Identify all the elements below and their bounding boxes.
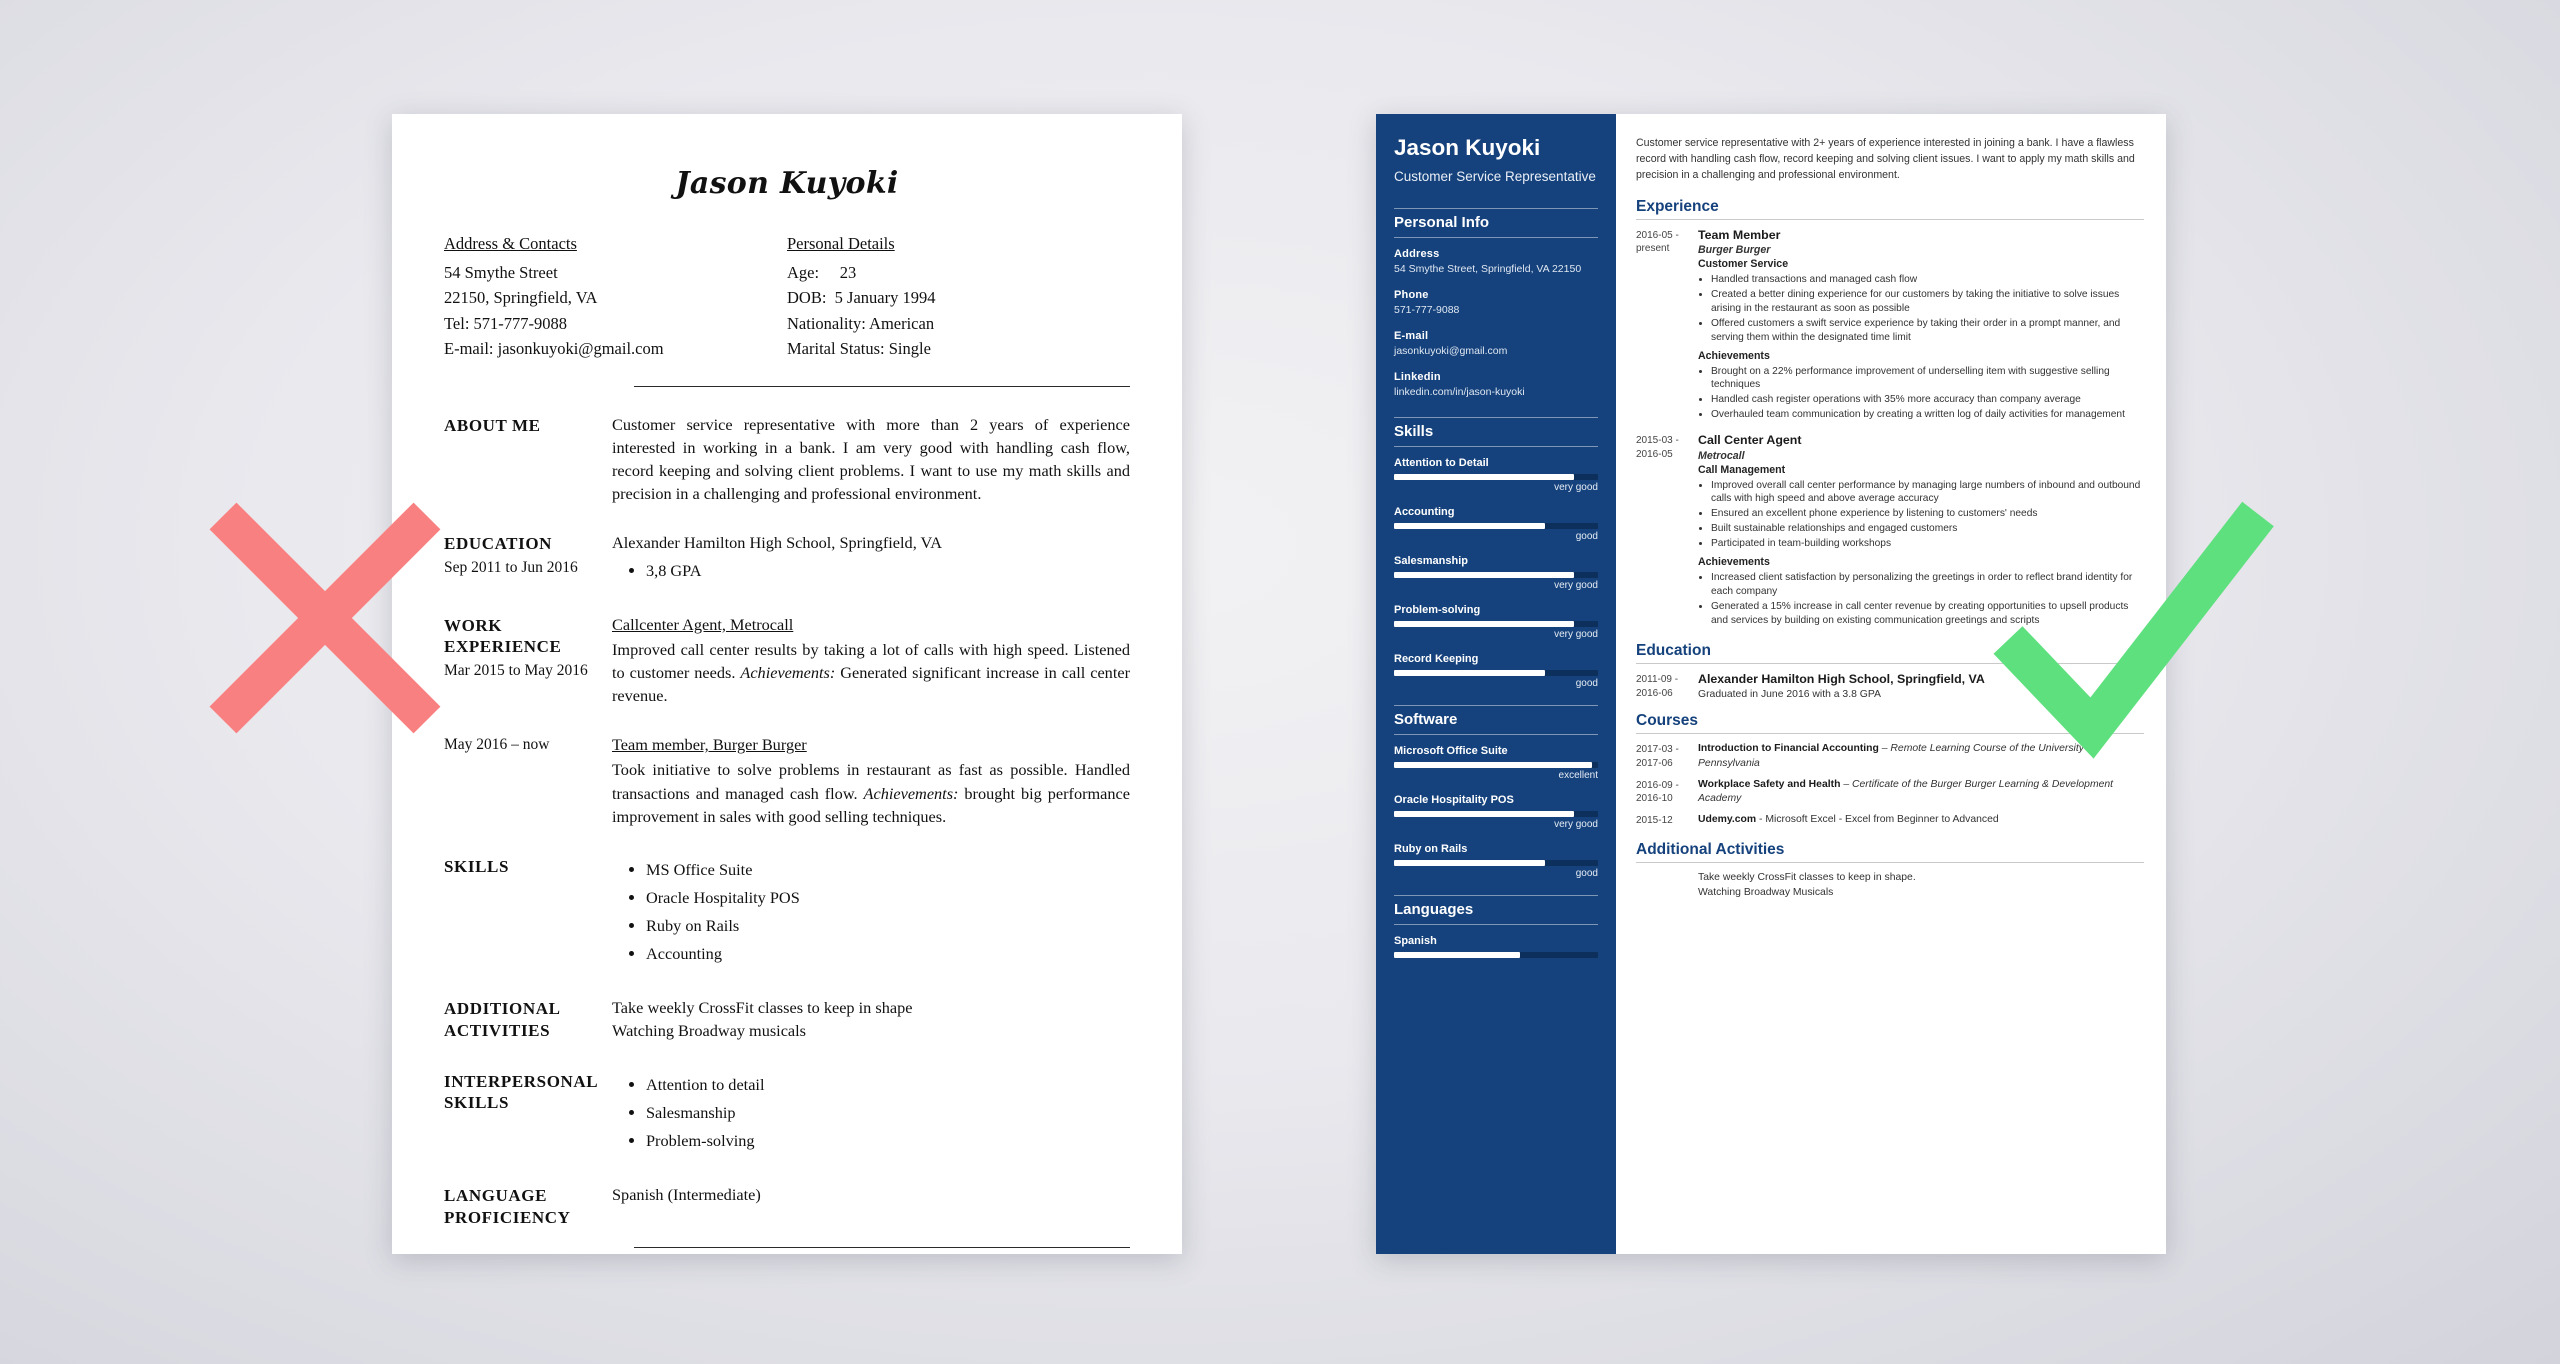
bad-personal-column — [787, 231, 1130, 362]
skill-row — [1394, 604, 1598, 640]
software-bar-fill — [1394, 762, 1592, 768]
course-title: Udemy.com — [1698, 813, 1757, 825]
bad-resume-document — [392, 114, 1182, 1254]
bad-section-body: Spanish (Intermediate) — [612, 1185, 761, 1205]
course-title: Introduction to Financial Accounting — [1698, 743, 1879, 755]
achievements-label: Achievements — [1698, 349, 1770, 362]
achievement-bullet: • Brought on a 22% performance improvement of underselling item with suggestive selling techniques — [1711, 365, 2144, 393]
skill-name: Attention to Detail — [1394, 457, 1489, 470]
software-bar-track — [1394, 811, 1598, 817]
entry-body — [1698, 228, 2144, 423]
achievement-bullet: • Handled cash register operations with 35% more accuracy than company average — [1711, 393, 2144, 407]
entry-company: Metrocall — [1698, 449, 1745, 462]
bad-education-school: Alexander Hamilton High School, Springfield, VA — [612, 533, 942, 553]
software-bar-fill — [1394, 811, 1574, 817]
course-text — [1698, 778, 2144, 807]
bad-resume-name: Jason Kuyoki — [675, 166, 899, 201]
software-bar-track — [1394, 860, 1598, 866]
bad-section-title: SKILLS — [444, 856, 510, 876]
entry-body — [1698, 778, 2144, 807]
experience-entry — [1636, 228, 2144, 423]
bad-section-language — [444, 1183, 1130, 1229]
entry-bullet: • Offered customers a swift service experience by taking their order in a prompt manner, and serving them within the designated time limit — [1711, 317, 2144, 345]
bad-job-heading: Callcenter Agent, Metrocall — [612, 614, 794, 634]
software-bar-fill — [1394, 860, 1545, 866]
course-entry — [1636, 742, 2144, 771]
entry-bullet: • Improved overall call center performance by managing large numbers of inbound and outbound calls with high speed and above average accuracy — [1711, 479, 2144, 507]
entry-body — [1698, 813, 2144, 828]
bad-personal-line: Marital Status: Single — [787, 339, 931, 359]
bad-section-title: ABOUT ME — [444, 415, 541, 435]
course-detail: – Remote Learning Course of the University of Pennsylvania — [1698, 743, 2096, 770]
skill-level: very good — [1554, 629, 1598, 641]
contact-label: Address — [1394, 247, 1440, 260]
bad-skills-list — [612, 858, 1130, 966]
skill-bar-track — [1394, 621, 1598, 627]
good-resume-main — [1616, 114, 2166, 1254]
bad-section-title: INTERPERSONAL SKILLS — [444, 1071, 598, 1113]
entry-bullet: • Handled transactions and managed cash flow — [1711, 273, 2144, 287]
section-heading-experience: Experience — [1636, 198, 2144, 220]
bad-section-work-1 — [444, 613, 1130, 708]
bad-interpersonal-item: • Salesmanship — [646, 1101, 1130, 1124]
bad-section-interpersonal — [444, 1069, 1130, 1157]
bad-education-bullets — [612, 559, 1130, 582]
bad-section-dates: May 2016 – now — [444, 736, 550, 754]
good-resume-role: Customer Service Representative — [1394, 168, 1596, 184]
entry-bullets — [1698, 273, 2144, 344]
software-level: excellent — [1558, 770, 1598, 782]
entry-dates: 2016-09 - 2016-10 — [1636, 779, 1679, 805]
bad-contact-column — [444, 231, 787, 362]
bad-section-title: LANGUAGE PROFICIENCY — [444, 1186, 571, 1227]
skill-row — [1394, 457, 1598, 493]
bad-section-title — [444, 613, 612, 708]
additional-line: Take weekly CrossFit classes to keep in shape. — [1698, 872, 1916, 884]
software-name: Microsoft Office Suite — [1394, 745, 1508, 758]
entry-body — [1698, 871, 2144, 900]
bad-skill-item: • Ruby on Rails — [646, 914, 1130, 937]
entry-body — [1698, 433, 2144, 628]
education-entry — [1636, 672, 2144, 702]
bad-interpersonal-item: • Attention to detail — [646, 1073, 1130, 1096]
contact-label: Linkedin — [1394, 371, 1441, 384]
sidebar-heading-skills: Skills — [1394, 417, 1598, 447]
bad-section-additional — [444, 996, 1130, 1042]
course-entry — [1636, 778, 2144, 807]
good-resume-sidebar — [1376, 114, 1616, 1254]
software-bar-track — [1394, 762, 1598, 768]
software-row — [1394, 843, 1598, 879]
skill-bar-fill — [1394, 523, 1545, 529]
entry-subheading: Call Management — [1698, 463, 1786, 476]
bad-section-body — [612, 854, 1130, 971]
course-entry — [1636, 813, 2144, 828]
bad-skill-item: • MS Office Suite — [646, 858, 1130, 881]
bad-section-body — [612, 733, 1130, 828]
skill-level: good — [1575, 678, 1598, 690]
entry-body — [1698, 672, 2144, 702]
entry-company: Burger Burger — [1698, 244, 1771, 257]
skill-bar-fill — [1394, 572, 1574, 578]
contact-linkedin[interactable] — [1394, 371, 1598, 399]
bad-section-body — [612, 531, 1130, 586]
bad-section-body — [612, 613, 1130, 708]
bad-job-heading: Team member, Burger Burger — [612, 735, 807, 755]
contact-label: E-mail — [1394, 329, 1429, 342]
contact-value: 54 Smythe Street, Springfield, VA 22150 — [1394, 262, 1582, 275]
bad-contact-line: E-mail: jasonkuyoki@gmail.com — [444, 339, 664, 359]
achievement-bullet: • Generated a 15% increase in call center revenue by creating opportunities to upsell products and services by building on existing communication greetings and scripts — [1711, 600, 2144, 628]
course-title: Workplace Safety and Health — [1698, 778, 1841, 790]
course-text — [1698, 742, 2144, 771]
entry-title: Alexander Hamilton High School, Springfield, VA — [1698, 672, 1985, 687]
entry-bullet: • Built sustainable relationships and engaged customers — [1711, 522, 2144, 536]
skill-bar-fill — [1394, 621, 1574, 627]
software-level: very good — [1554, 819, 1598, 831]
bad-personal-line: Age: 23 — [787, 262, 857, 282]
bad-section-title — [444, 531, 612, 586]
sidebar-heading-software: Software — [1394, 705, 1598, 735]
bad-education-bullet: • 3,8 GPA — [646, 559, 1130, 582]
section-heading-education: Education — [1636, 642, 2144, 664]
bad-section-body — [612, 996, 1130, 1042]
bad-personal-line: Nationality: American — [787, 313, 935, 333]
achievements-label: Achievements — [1698, 555, 1770, 568]
entry-title: Call Center Agent — [1698, 433, 1802, 448]
entry-detail: Graduated in June 2016 with a 3.8 GPA — [1698, 688, 1881, 700]
bad-section-dates: Mar 2015 to May 2016 — [444, 662, 588, 680]
entry-title: Team Member — [1698, 227, 1781, 242]
bad-resume-header-columns — [444, 231, 1130, 362]
bad-section-skills — [444, 854, 1130, 971]
achievement-bullet: • Overhauled team communication by creating a written log of daily activities for management — [1711, 408, 2144, 422]
bad-section-body: Customer service representative with more than 2 years of experience interested in working in a bank. I am very good with handling cash flow, record keeping and solving client problems. I want to use my math skills and precision in a challenging and professional environment. — [612, 414, 1130, 504]
software-name: Ruby on Rails — [1394, 843, 1468, 856]
bad-job-achievements-text: brought big performance improvement in sales with good selling techniques. — [612, 783, 1131, 826]
contact-label: Phone — [1394, 288, 1429, 301]
achievements-bullets — [1698, 571, 2144, 628]
bad-skill-item: • Oracle Hospitality POS — [646, 886, 1130, 909]
entry-bullet: • Created a better dining experience for our customers by taking the initiative to solve issues arising in the restaurant as soon as possible — [1711, 288, 2144, 316]
contact-value: 571-777-9088 — [1394, 303, 1460, 316]
entry-dates-empty — [1636, 871, 1698, 900]
bad-section-title-text: WORK EXPERIENCE — [444, 615, 562, 657]
bad-additional-line: Watching Broadway musicals — [612, 1021, 807, 1041]
section-heading-courses: Courses — [1636, 712, 2144, 734]
bad-personal-heading: Personal Details — [787, 234, 895, 253]
skill-bar-fill — [1394, 670, 1545, 676]
experience-entry — [1636, 433, 2144, 628]
skill-name: Problem-solving — [1394, 604, 1481, 617]
course-detail: - Microsoft Excel - Excel from Beginner to Advanced — [1756, 813, 1999, 825]
contact-email — [1394, 330, 1598, 358]
bad-contact-line: 22150, Springfield, VA — [444, 288, 598, 308]
entry-dates: 2011-09 - 2016-06 — [1636, 674, 1679, 699]
bad-section-title: ADDITIONAL ACTIVITIES — [444, 999, 560, 1041]
bad-contact-line: Tel: 571-777-9088 — [444, 313, 568, 333]
software-level: good — [1575, 868, 1598, 880]
software-row — [1394, 745, 1598, 781]
skill-bar-fill — [1394, 474, 1574, 480]
skill-row — [1394, 555, 1598, 591]
bad-footer-divider — [634, 1247, 1130, 1248]
skill-name: Accounting — [1394, 506, 1455, 519]
achievements-bullets — [1698, 365, 2144, 423]
bad-section-about — [444, 413, 1130, 506]
bad-job-achievements-label: Achievements: — [863, 783, 959, 803]
skill-bar-track — [1394, 523, 1598, 529]
bad-section-title — [444, 733, 612, 828]
additional-entry — [1636, 871, 2144, 900]
bad-section-body — [612, 1069, 1130, 1157]
bad-section-work-2 — [444, 733, 1130, 828]
bad-contact-line: 54 Smythe Street — [444, 262, 558, 282]
bad-job-text: Improved call center results by taking a lot of calls with high speed. Listened to customer needs. — [612, 639, 1130, 682]
entry-bullet: • Ensured an excellent phone experience by listening to customers' needs — [1711, 507, 2144, 521]
entry-bullets — [1698, 479, 2144, 551]
course-detail: – Certificate of the Burger Burger Learning & Development Academy — [1698, 778, 2114, 805]
bad-section-dates: Sep 2011 to Jun 2016 — [444, 559, 578, 577]
bad-interpersonal-item: • Problem-solving — [646, 1129, 1130, 1152]
language-row — [1394, 935, 1598, 958]
additional-line: Watching Broadway Musicals — [1698, 886, 1834, 898]
entry-dates: 2015-12 — [1636, 814, 1673, 826]
bad-section-title-text: EDUCATION — [444, 534, 553, 554]
bad-personal-line: DOB: 5 January 1994 — [787, 288, 936, 308]
course-text — [1698, 813, 2144, 828]
skill-level: very good — [1554, 580, 1598, 592]
sidebar-heading-personal-info: Personal Info — [1394, 208, 1598, 238]
good-resume-document — [1376, 114, 2166, 1254]
bad-additional-line: Take weekly CrossFit classes to keep in shape — [612, 998, 913, 1018]
skill-level: very good — [1554, 482, 1598, 494]
skill-bar-track — [1394, 474, 1598, 480]
contact-value[interactable]: linkedin.com/in/jason-kuyoki — [1394, 386, 1525, 399]
skill-name: Record Keeping — [1394, 653, 1479, 666]
bad-divider — [634, 386, 1130, 387]
good-resume-name: Jason Kuyoki — [1394, 135, 1541, 160]
good-resume-summary: Customer service representative with 2+ years of experience interested in joining a bank. I have a flawless record with handling cash flow, record keeping and solving client issues. I want to apply my math skills and precision in a challenging and professional environment. — [1636, 137, 2135, 181]
bad-job-achievements-text: Generated significant increase in call center revenue. — [612, 662, 1130, 706]
contact-address — [1394, 248, 1598, 276]
entry-dates: 2017-03 - 2017-06 — [1636, 744, 1679, 769]
contact-value: jasonkuyoki@gmail.com — [1394, 344, 1508, 357]
bad-contact-heading: Address & Contacts — [444, 234, 577, 253]
contact-phone — [1394, 289, 1598, 317]
entry-dates: 2015-03 - 2016-05 — [1636, 435, 1679, 460]
software-name: Oracle Hospitality POS — [1394, 794, 1514, 807]
entry-bullet: • Participated in team-building workshops — [1711, 537, 2144, 551]
skill-level: good — [1575, 531, 1598, 543]
bad-skill-item: • Accounting — [646, 942, 1130, 965]
bad-section-education — [444, 531, 1130, 586]
entry-subheading: Customer Service — [1698, 258, 1789, 271]
section-heading-additional-activities: Additional Activities — [1636, 841, 2144, 863]
language-bar-track — [1394, 952, 1598, 958]
achievement-bullet: • Increased client satisfaction by personalizing the greetings in order to reflect brand identity for each company — [1711, 571, 2144, 599]
skill-row — [1394, 506, 1598, 542]
language-name: Spanish — [1394, 935, 1437, 948]
skill-name: Salesmanship — [1394, 555, 1468, 568]
language-bar-fill — [1394, 952, 1520, 958]
sidebar-heading-languages: Languages — [1394, 895, 1598, 925]
bad-interpersonal-list — [612, 1073, 1130, 1152]
skill-bar-track — [1394, 670, 1598, 676]
bad-job-achievements-label: Achievements: — [740, 662, 836, 682]
entry-body — [1698, 742, 2144, 771]
skill-row — [1394, 653, 1598, 689]
bad-job-text: Took initiative to solve problems in restaurant as fast as possible. Handled transactions and managed cash flow. — [612, 760, 1130, 803]
skill-bar-track — [1394, 572, 1598, 578]
entry-dates: 2016-05 - present — [1636, 229, 1679, 255]
software-row — [1394, 794, 1598, 830]
